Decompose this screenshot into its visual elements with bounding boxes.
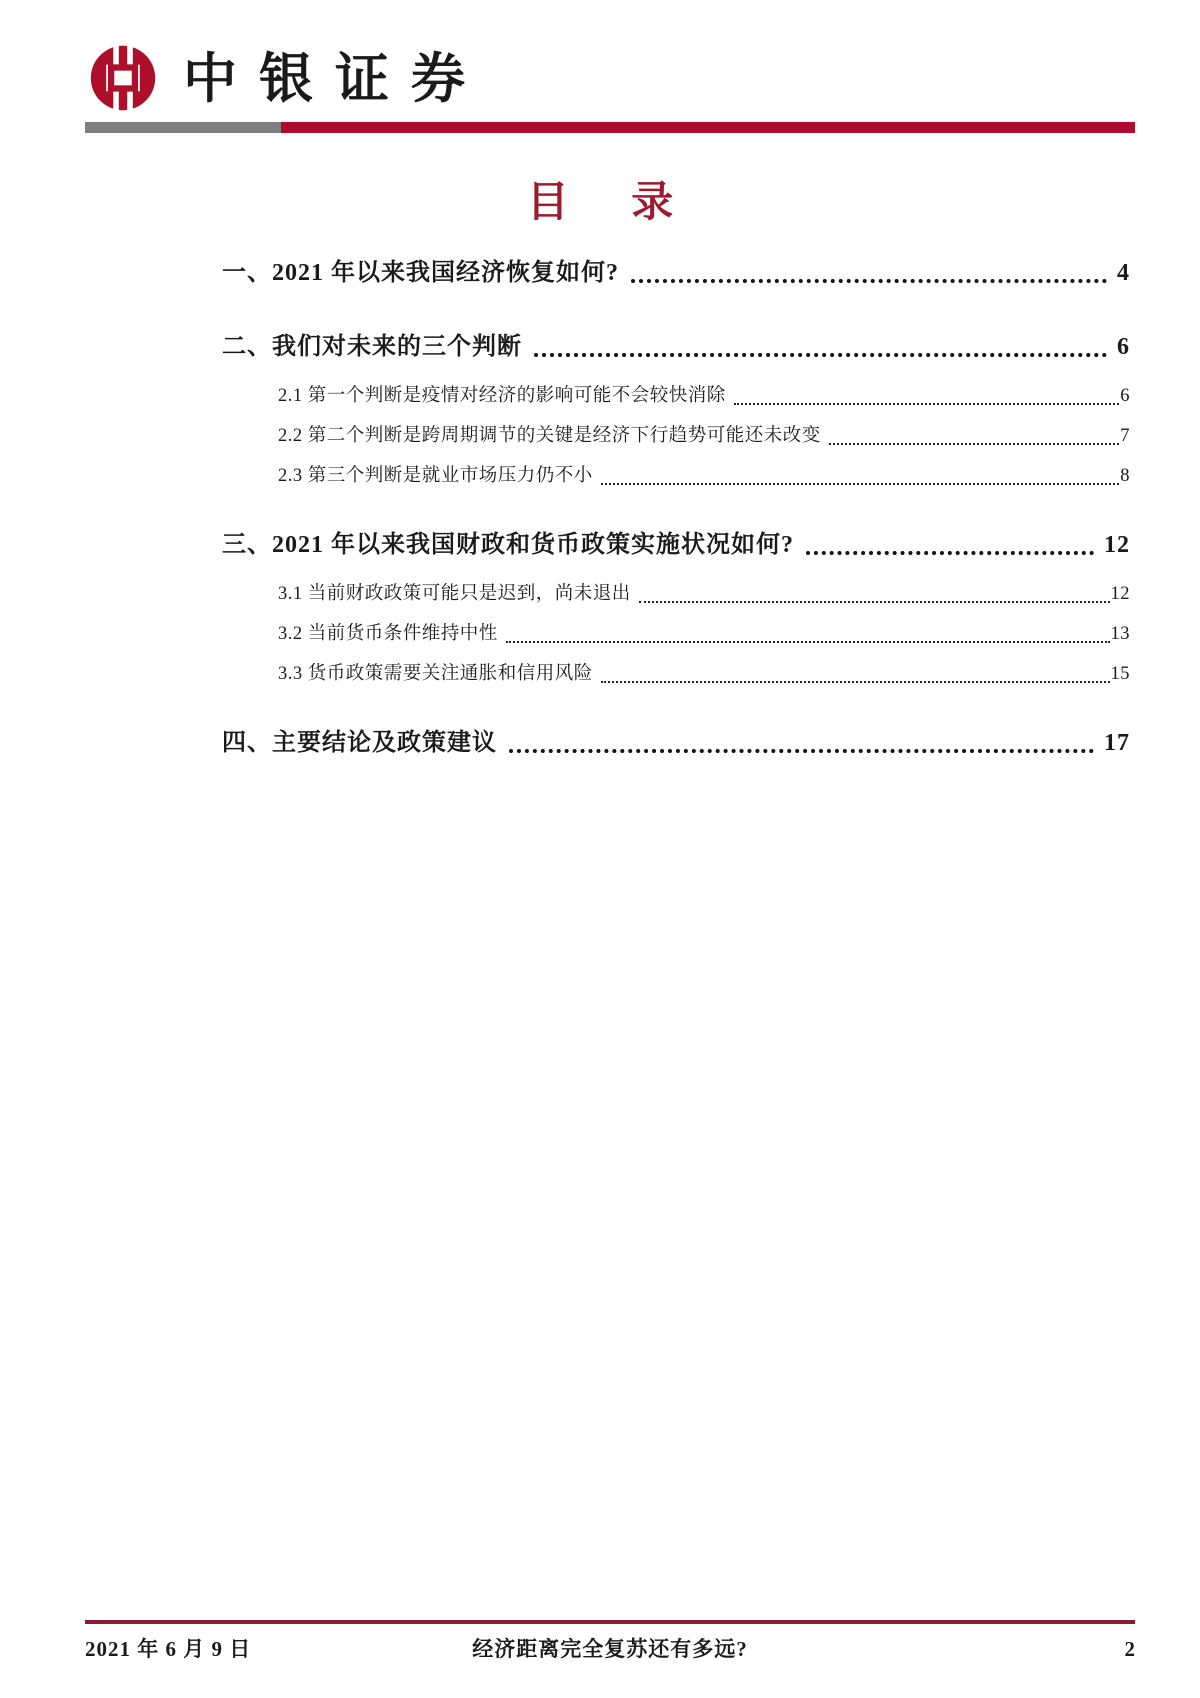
toc-entry-label: 3.2 当前货币条件维持中性: [278, 624, 498, 644]
toc-entry[interactable]: [222, 530, 1130, 561]
toc-entry-label: 四、主要结论及政策建议: [222, 730, 497, 756]
toc-entry-label: 2.1 第一个判断是疫情对经济的影响可能不会较快消除: [278, 386, 726, 406]
toc-entry-page-number: 15: [1110, 664, 1130, 684]
toc-entry[interactable]: [222, 728, 1130, 759]
toc-entry-label: 3.3 货币政策需要关注通胀和信用风险: [278, 664, 593, 684]
toc-list: [222, 258, 1130, 759]
header-divider-red: [281, 122, 1135, 133]
footer-divider: [85, 1620, 1135, 1624]
toc-entry[interactable]: [222, 258, 1130, 289]
toc-entry[interactable]: [222, 621, 1130, 648]
boc-logo-icon: [85, 43, 161, 113]
toc-entry-label: 2.2 第二个判断是跨周期调节的关键是经济下行趋势可能还未改变: [278, 426, 821, 446]
toc-entry-page-number: 12: [1110, 584, 1130, 604]
footer-report-title: 经济距离完全复苏还有多远?: [472, 1637, 748, 1661]
toc-entry-page-number: 7: [1120, 426, 1130, 446]
toc-entry[interactable]: [222, 581, 1130, 608]
toc-entry-page-number: 4: [1117, 260, 1130, 286]
page-header: [85, 42, 1135, 133]
header-divider: [85, 122, 1135, 133]
toc-dot-leader: [534, 353, 1107, 357]
toc-entry-label: 三、2021 年以来我国财政和货币政策实施状况如何?: [222, 532, 794, 558]
toc-entry-page-number: 6: [1120, 386, 1130, 406]
toc-entry-label: 3.1 当前财政政策可能只是迟到，尚未退出: [278, 584, 631, 604]
toc-entry-label: 二、我们对未来的三个判断: [222, 334, 522, 360]
toc-entry[interactable]: [222, 332, 1130, 363]
toc-entry-page-number: 13: [1110, 624, 1130, 644]
toc-entry[interactable]: [222, 463, 1130, 490]
toc-dot-leader: [639, 601, 1110, 603]
toc-entry-page-number: 12: [1104, 532, 1130, 558]
toc-entry-label: 2.3 第三个判断是就业市场压力仍不小: [278, 466, 593, 486]
footer-date: 2021 年 6 月 9 日: [85, 1637, 252, 1661]
toc-entry-label: 一、2021 年以来我国经济恢复如何?: [222, 260, 619, 286]
toc-dot-leader: [509, 749, 1094, 753]
page-footer: [85, 1620, 1135, 1663]
toc-dot-leader: [734, 403, 1119, 405]
toc-dot-leader: [601, 681, 1110, 683]
toc-dot-leader: [506, 641, 1110, 643]
toc-entry-page-number: 6: [1117, 334, 1130, 360]
brand-name: 中银证券: [183, 49, 487, 109]
toc-entry[interactable]: [222, 661, 1130, 688]
toc-entry-page-number: 17: [1104, 730, 1130, 756]
toc-dot-leader: [806, 551, 1094, 555]
header-divider-gray: [85, 122, 281, 133]
toc-title: 目 录: [526, 180, 700, 226]
toc-dot-leader: [631, 279, 1107, 283]
toc-entry-page-number: 8: [1120, 466, 1130, 486]
toc-dot-leader: [601, 483, 1119, 485]
toc-dot-leader: [829, 443, 1119, 445]
footer-page-number: 2: [1124, 1637, 1136, 1661]
toc-entry[interactable]: [222, 423, 1130, 450]
toc-entry[interactable]: [222, 383, 1130, 410]
